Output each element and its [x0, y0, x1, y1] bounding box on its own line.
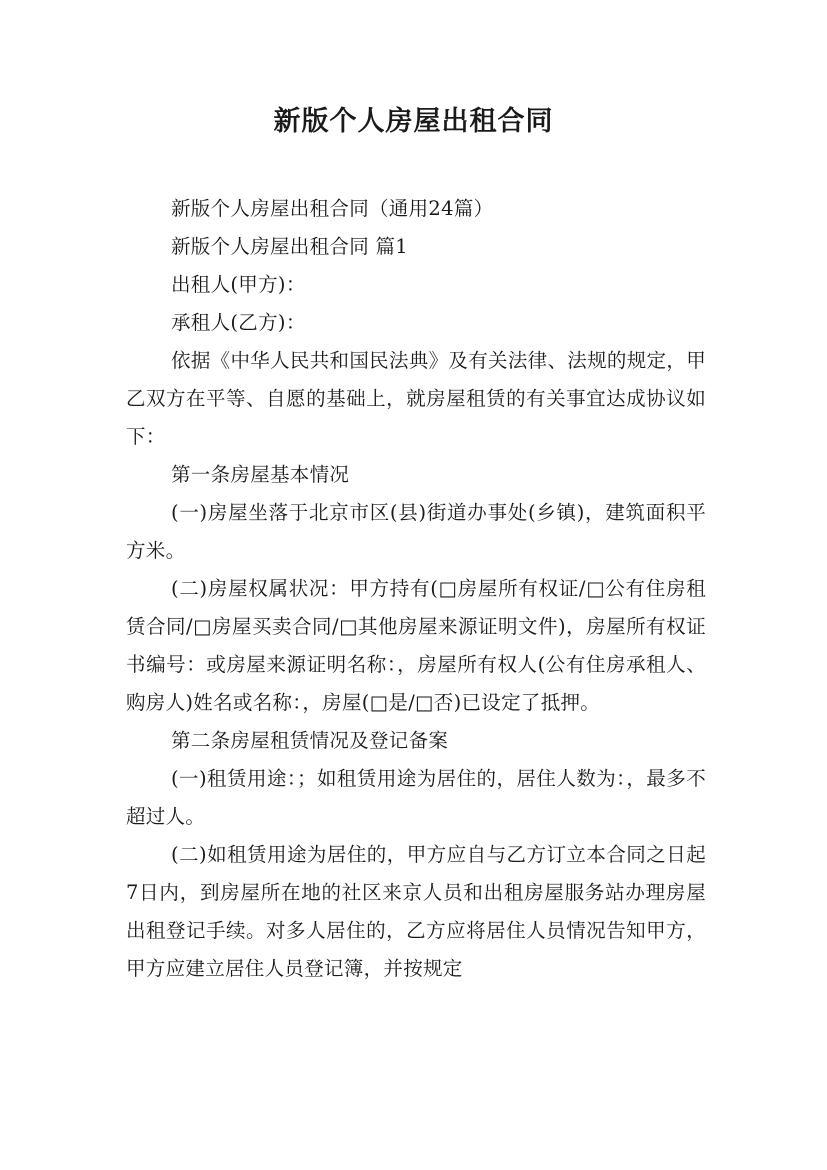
- paragraph-lessee: 承租人(乙方)：: [171, 311, 306, 334]
- paragraph-article-2-heading: 第二条房屋租赁情况及登记备案: [171, 729, 449, 752]
- paragraph-article-2-item-2: (二)如租赁用途为居住的，甲方应自与乙方订立本合同之日起7日内，到房屋所在地的社区来京人员和出租房屋服务站办理房屋出租登记手续。对多人居住的，乙方应将居住人员情况告知甲方，甲方应建立居住人员登记簿，并按规定: [126, 843, 706, 980]
- paragraph-section-heading: 新版个人房屋出租合同 篇1: [171, 235, 409, 258]
- paragraph-subtitle: 新版个人房屋出租合同（通用24篇）: [171, 197, 494, 220]
- paragraph-preamble: 依据《中华人民共和国民法典》及有关法律、法规的规定，甲乙双方在平等、自愿的基础上，就房屋租赁的有关事宜达成协议如下：: [126, 349, 706, 448]
- document-body: [126, 190, 706, 988]
- paragraph-article-1-item-2: (二)房屋权属状况：甲方持有(□房屋所有权证/□公有住房租赁合同/□房屋买卖合同/□其他房屋来源证明文件)，房屋所有权证书编号：或房屋来源证明名称：，房屋所有权人(公有住房承租人、购房人)姓名或名称：，房屋(□是/□否)已设定了抵押。: [126, 577, 706, 714]
- paragraph-article-1-heading: 第一条房屋基本情况: [171, 463, 350, 486]
- paragraph-lessor: 出租人(甲方)：: [171, 273, 306, 296]
- paragraph-article-2-item-1: (一)租赁用途：；如租赁用途为居住的，居住人数为：，最多不超过人。: [126, 767, 706, 828]
- document-title: 新版个人房屋出租合同: [273, 106, 554, 137]
- paragraph-article-1-item-1: (一)房屋坐落于北京市区(县)街道办事处(乡镇)，建筑面积平方米。: [126, 501, 706, 562]
